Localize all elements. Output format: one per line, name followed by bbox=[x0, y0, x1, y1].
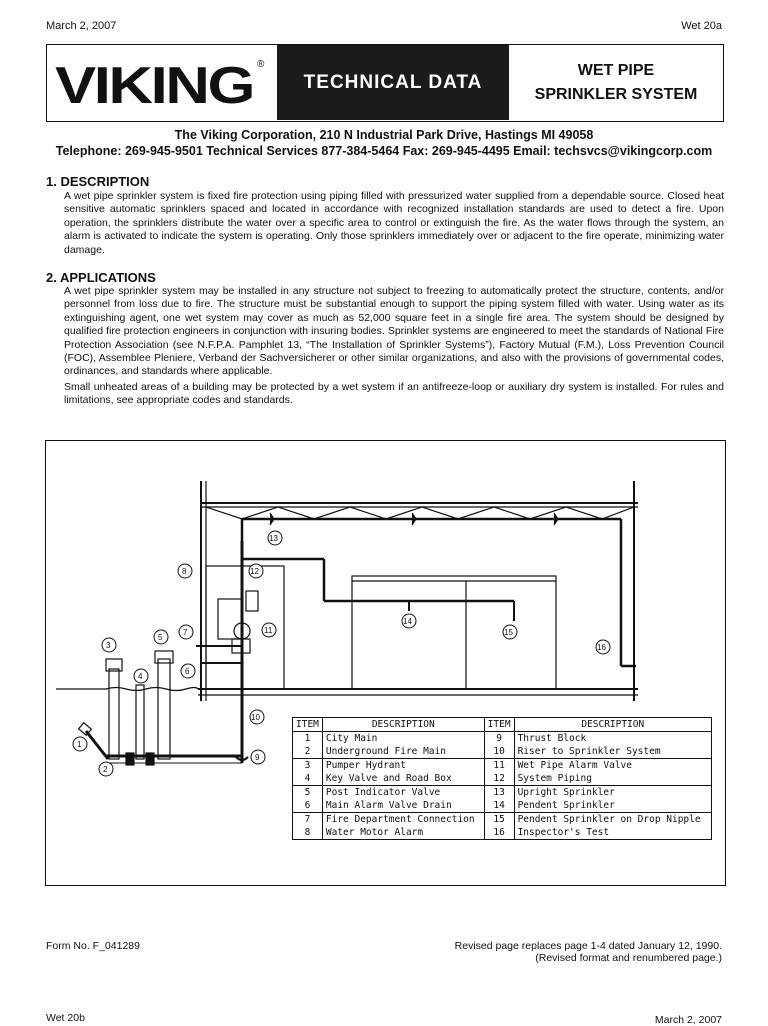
callout-16: 16 bbox=[597, 643, 606, 652]
header-code: Wet 20a bbox=[681, 20, 722, 32]
description-text: A wet pipe sprinkler system is fixed fire protection using piping filled with pressurized water supplied from a dependable source. Closed heat sensitive automatic sprinklers spaced and located in accordance with recognized installation standards are used to detect a fire. Upon operation, the sprinklers distribute the water over a specific area to control or extinguish the fire. As the water flows through the system, an alarm is activated to indicate the system is operating. Only those sprinklers immediately over or adjacent to the fire operate, minimizing water damage. bbox=[64, 190, 724, 256]
address-line: The Viking Corporation, 210 N Industrial Park Drive, Hastings MI 49058 bbox=[174, 128, 594, 142]
document-title bbox=[509, 45, 723, 120]
callout-2: 2 bbox=[103, 765, 108, 774]
title-banner bbox=[46, 44, 724, 122]
callout-9: 9 bbox=[255, 753, 260, 762]
table-row: 7 Fire Department Connection 15 Pendent Sprinkler on Drop Nipple bbox=[293, 813, 712, 827]
callout-3: 3 bbox=[106, 641, 111, 650]
item-legend-table bbox=[292, 717, 712, 840]
viking-logo bbox=[47, 45, 277, 120]
technical-data-label: TECHNICAL DATA bbox=[277, 45, 509, 120]
description-heading: 1. DESCRIPTION bbox=[46, 174, 150, 189]
applications-text: A wet pipe sprinkler system may be installed in any structure not subject to freezing to automatically protect the structure, contents, and/or personnel from loss due to fire. The structure must be substantial enough to support the piping system filled with water. Using water as its extinguishing agent, one wet system may cover as much as 52,000 square feet in a single fire area. The system should be designed by qualified fire protection engineers in conjunction with insuring bodies. Sprinkler systems are engineered to meet the standards of National Fire Protection Association (see N.F.P.A. Pamphlet 13, “The Installation of Sprinkler Systems”), Factory Mutual (F.M.), Loss Prevention Council (FOC), Assemblee Pleniere, Verband der Sachversicherer or other similar organizations, and also with the provisions of governmental codes, ordinances, and standards where applicable. bbox=[64, 285, 724, 378]
revision-line-2: (Revised format and renumbered page.) bbox=[535, 952, 722, 964]
callout-8: 8 bbox=[182, 567, 187, 576]
callout-7: 7 bbox=[183, 628, 188, 637]
applications-text-2: Small unheated areas of a building may be protected by a wet system if an antifreeze-loop or auxiliary dry system is installed. For rules and limitations, see appropriate codes and standards. bbox=[64, 381, 724, 407]
callout-10: 10 bbox=[251, 713, 260, 722]
callout-12: 12 bbox=[250, 567, 259, 576]
callout-5: 5 bbox=[158, 633, 163, 642]
col-desc-2: DESCRIPTION bbox=[514, 718, 711, 732]
registered-mark: ® bbox=[257, 59, 265, 70]
form-number: Form No. F_041289 bbox=[46, 940, 140, 952]
title-line-2: SPRINKLER SYSTEM bbox=[534, 85, 698, 103]
callout-4: 4 bbox=[138, 672, 143, 681]
revision-line-1: Revised page replaces page 1-4 dated January 12, 1990. bbox=[454, 940, 722, 952]
bottom-code: Wet 20b bbox=[46, 1012, 85, 1024]
contact-line: Telephone: 269-945-9501 Technical Services 877-384-5464 Fax: 269-945-4495 Email: techsvcs@vikingcorp.com bbox=[55, 144, 713, 158]
table-row: 1 City Main 9 Thrust Block bbox=[293, 732, 712, 746]
system-diagram bbox=[45, 440, 726, 886]
callout-11: 11 bbox=[264, 626, 273, 635]
col-item-2: ITEM bbox=[484, 718, 514, 732]
callout-1: 1 bbox=[77, 740, 82, 749]
bottom-date: March 2, 2007 bbox=[654, 1014, 722, 1026]
callout-13: 13 bbox=[269, 534, 278, 543]
table-row: 8 Water Motor Alarm 16 Inspector's Test bbox=[293, 826, 712, 840]
table-row: 2 Underground Fire Main 10 Riser to Sprinkler System bbox=[293, 745, 712, 759]
callout-14: 14 bbox=[403, 617, 412, 626]
revision-note bbox=[455, 940, 722, 964]
logo-text: VIKING bbox=[55, 57, 253, 115]
table-row: 5 Post Indicator Valve 13 Upright Sprinkler bbox=[293, 786, 712, 800]
header-date: March 2, 2007 bbox=[46, 20, 117, 32]
table-row: 4 Key Valve and Road Box 12 System Piping bbox=[293, 772, 712, 786]
callout-15: 15 bbox=[504, 628, 513, 637]
col-item-1: ITEM bbox=[293, 718, 323, 732]
table-row: 6 Main Alarm Valve Drain 14 Pendent Sprinkler bbox=[293, 799, 712, 813]
table-row: 3 Pumper Hydrant 11 Wet Pipe Alarm Valve bbox=[293, 759, 712, 773]
col-desc-1: DESCRIPTION bbox=[322, 718, 484, 732]
applications-heading: 2. APPLICATIONS bbox=[46, 270, 156, 285]
title-line-1: WET PIPE bbox=[577, 61, 655, 79]
callout-6: 6 bbox=[185, 667, 190, 676]
